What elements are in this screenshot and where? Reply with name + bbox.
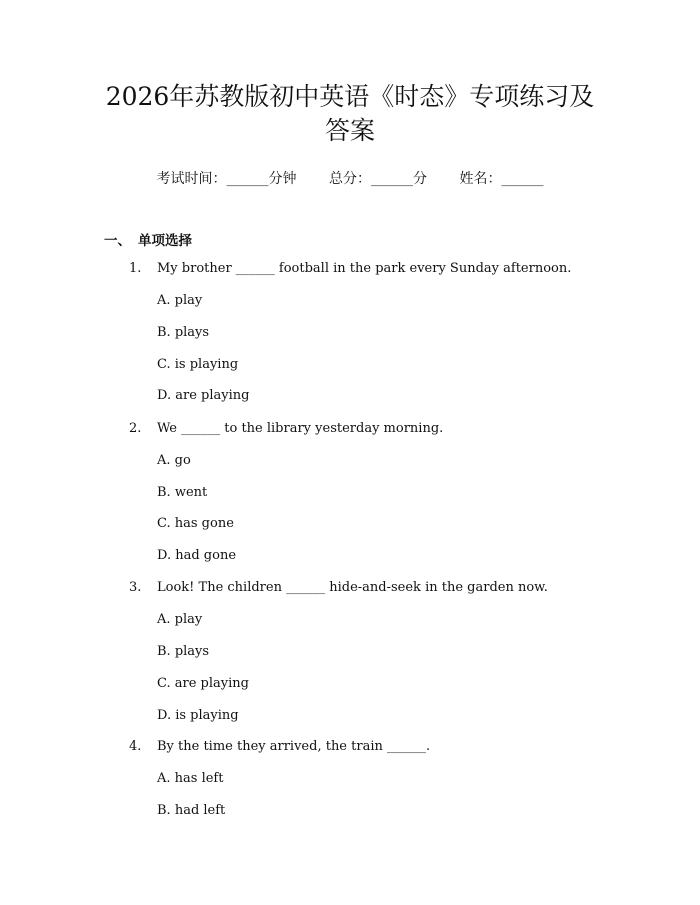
option-3b: B. plays [157, 644, 210, 659]
question-4 [129, 739, 430, 754]
option-4b: B. had left [157, 803, 226, 818]
option-1c: C. is playing [157, 357, 239, 372]
option-2a: A. go [157, 453, 191, 468]
question-number: 3. [129, 580, 142, 595]
question-number: 4. [129, 739, 142, 754]
option-2b: B. went [157, 485, 208, 500]
section-heading [104, 229, 192, 249]
option-2c: C. has gone [157, 516, 234, 531]
option-3d: D. is playing [157, 708, 239, 723]
question-2 [129, 421, 443, 436]
option-3c: C. are playing [157, 676, 249, 691]
page-title [0, 80, 700, 148]
question-number: 1. [129, 261, 142, 276]
exam-meta [0, 168, 700, 188]
question-number: 2. [129, 421, 142, 436]
question-text: My brother ______ football in the park every Sunday afternoon. [157, 261, 572, 276]
option-2d: D. had gone [157, 548, 237, 563]
exam-time-field: 考试时间：______分钟 [156, 171, 297, 187]
question-text: We ______ to the library yesterday morning. [157, 421, 444, 436]
title-line-1: 2026年苏教版初中英语《时态》专项练习及 [105, 82, 595, 111]
section-title: 单项选择 [138, 233, 192, 249]
title-line-2: 答案 [324, 116, 375, 145]
option-1b: B. plays [157, 325, 210, 340]
option-4a: A. has left [157, 771, 224, 786]
question-text: Look! The children ______ hide-and-seek in the garden now. [157, 580, 548, 595]
question-text: By the time they arrived, the train ______. [157, 739, 431, 754]
section-number: 一、 [104, 233, 131, 249]
option-3a: A. play [157, 612, 203, 627]
question-3 [129, 580, 548, 595]
option-1d: D. are playing [157, 388, 250, 403]
question-1 [129, 261, 571, 276]
option-1a: A. play [157, 293, 203, 308]
student-name-field: 姓名：______ [459, 171, 544, 187]
total-score-field: 总分：______分 [329, 171, 427, 187]
